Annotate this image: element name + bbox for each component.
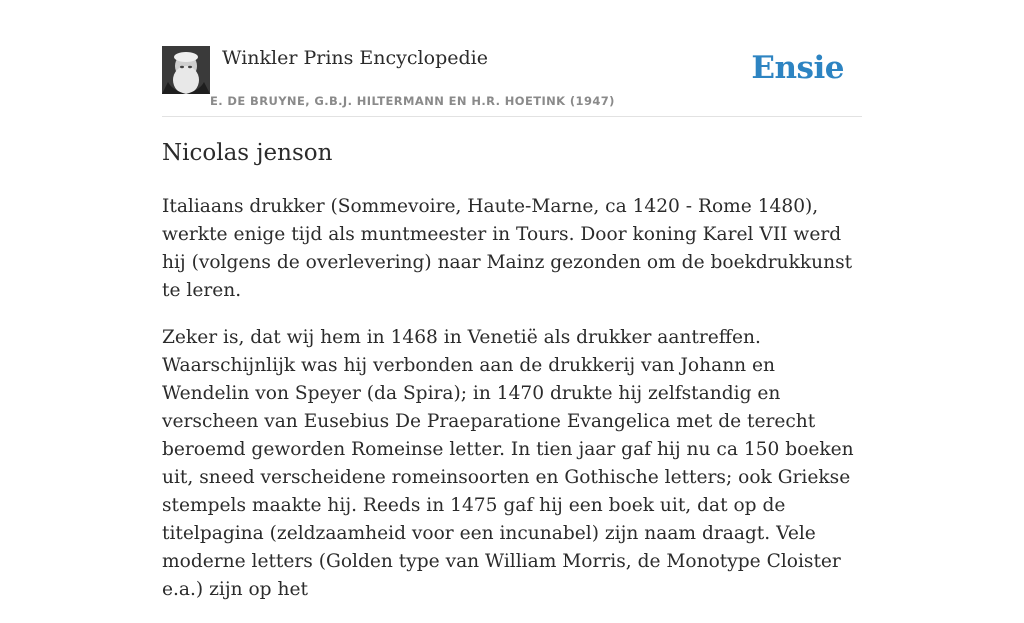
site-header	[162, 46, 862, 117]
article-body	[162, 193, 862, 623]
source-title[interactable]: Winkler Prins Encyclopedie	[222, 47, 488, 69]
author-avatar[interactable]	[162, 46, 210, 94]
article-title: Nicolas jenson	[162, 140, 333, 166]
article-paragraph: Italiaans drukker (Sommevoire, Haute-Marne, ca 1420 - Rome 1480), werkte enige tijd als muntmeester in Tours. Door koning Karel VII werd hij (volgens de overlevering) naar Mainz gezonden om de boekdrukkunst te leren.	[162, 196, 853, 301]
source-authors: E. DE BRUYNE, G.B.J. HILTERMANN EN H.R. HOETINK (1947)	[210, 94, 615, 108]
bearded-man-portrait-icon	[162, 46, 210, 94]
site-logo[interactable]: Ensie	[751, 50, 844, 86]
article-paragraph: Zeker is, dat wij hem in 1468 in Venetië als drukker aantreffen. Waarschijnlijk was hij verbonden aan de drukkerij van Johann en Wendelin von Speyer (da Spira); in 1470 drukte hij zelfstandig en verscheen van Eusebius De Praeparatione Evangelica met de terecht beroemd geworden Romeinse letter. In tien jaar gaf hij nu ca 150 boeken uit, sneed verscheidene romeinsoorten en Gothische letters; ook Griekse stempels maakte hij. Reeds in 1475 gaf hij een boek uit, dat op de titelpagina (zeldzaamheid voor een incunabel) zijn naam draagt. Vele moderne letters (Golden type van William Morris, de Monotype Cloister e.a.) zijn op het	[162, 327, 854, 600]
